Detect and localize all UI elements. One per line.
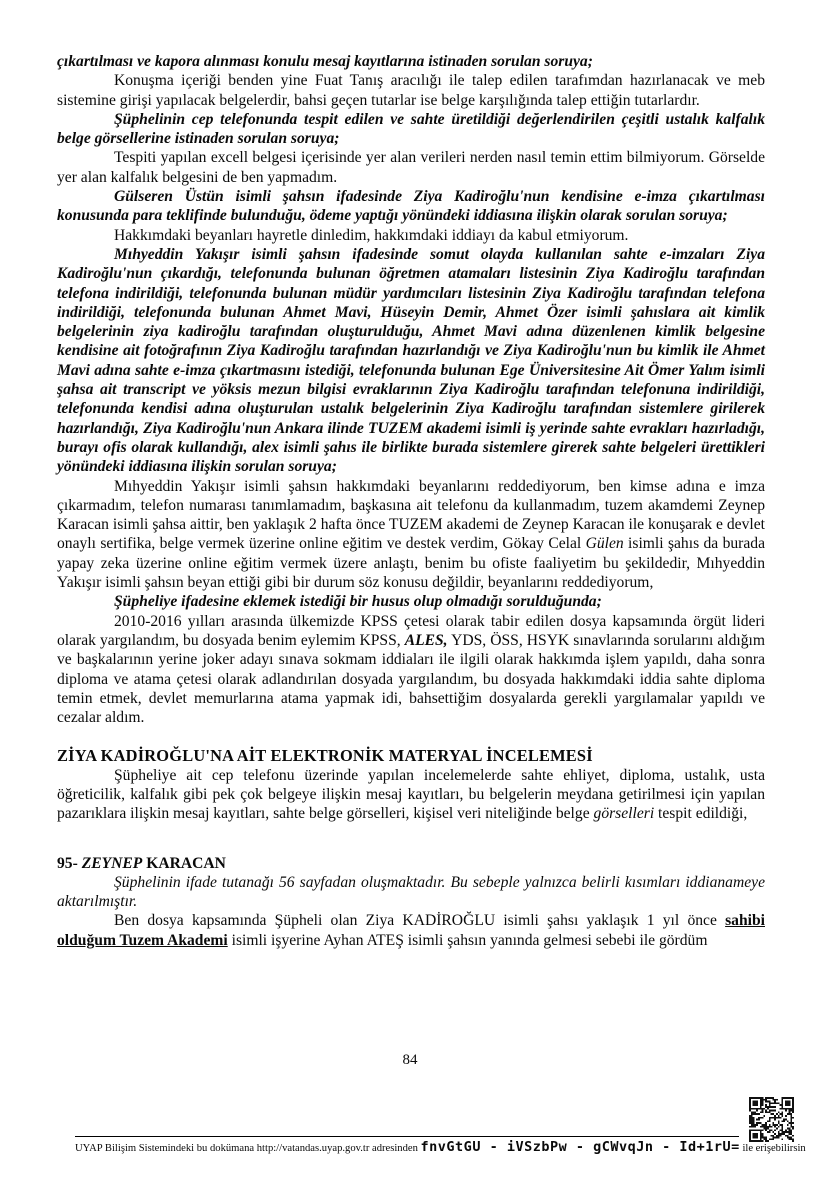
text-segment: Konuşma içeriği benden yine Fuat Tanış aracılığı ile talep edilen tarafımdan hazırlanacak ve meb sistemine girişi yapılacak belgelerdir, bahsi geçen tutarlar ise belge karşılığında talep ettiğin tutarlardır. — [57, 72, 765, 109]
footer-access-code: fnvGtGU - iVSzbPw - gCWvqJn - Id+1rU= — [420, 1139, 740, 1155]
text-segment: Şüpheliye ifadesine eklemek istediği bir husus olup olmadığı sorulduğunda; — [114, 593, 602, 611]
text-segment: çıkartılması ve kapora alınması konulu mesaj kayıtlarına istinaden sorulan soruya; — [57, 53, 593, 70]
page-number: 84 — [402, 1052, 418, 1068]
text-segment: Tespiti yapılan excell belgesi içerisinde yer alan verileri nerden nasıl temin ettim bilmiyorum. Görselde yer alan kalfalık belgesini de ben yapmadım. — [57, 149, 765, 186]
text-segment: 2010-2016 yılları arasında ülkemizde KPSS çetesi olarak tabir edilen dosya kapsamında örgüt lideri olarak yargılandım, bu dosyada benim eylemim KPSS, — [57, 612, 765, 649]
text-segment: isimli işyerine Ayhan ATEŞ isimli şahsın yanında gelmesi sebebi ile gördüm — [227, 931, 708, 949]
text-segment: ALES, — [404, 631, 448, 649]
text-segment: ZEYNEP — [81, 854, 143, 872]
paragraph — [57, 477, 765, 593]
text-segment: Gülseren Üstün isimli şahsın ifadesinde Ziya Kadiroğlu'nun kendisine e-imza çıkartılması konusunda para teklifinde bulunduğu, ödeme yaptığı yönündeki iddiasına ilişkin olarak sorulan soruya; — [57, 188, 765, 225]
qr-code-icon — [749, 1097, 794, 1142]
text-segment: Ben dosya kapsamında Şüpheli olan Ziya KADİROĞLU isimli şahsı yaklaşık 1 yıl önce — [114, 912, 726, 930]
paragraph — [57, 187, 765, 226]
document-body — [57, 52, 765, 950]
paragraph — [57, 110, 765, 149]
paragraph — [57, 148, 765, 187]
text-segment: Mıhyeddin Yakışır isimli şahsın ifadesinde somut olayda kullanılan sahte e-imzaları Ziya Kadiroğlu'nun çıkardığı, telefonunda bulunan öğretmen atamaları listesinin Ziya Kadiroğlu tarafından telefona indirildiği, telefonunda bulunan müdür yardımcıları listesinin Ziya Kadiroğlu tarafından telefona indirildiği, telefonunda bulunan Ahmet Mavi, Hüseyin Demir, Ahmet Özer isimli şahıslara ait kimlik belgelerinin ziya kadiroğlu tarafından oluşturulduğu, Ahmet Mavi adına düzenlenen kimlik belgesine kendisine ait fotoğrafının Ziya Kadiroğlu tarafından hazırlandığı ve Ziya Kadiroğlu'nun bu kimlik ile Ahmet Mavi adına sahte e-imza çıkartmasını istediği, telefonunda bulunan Ege Üniversitesine Ait Ömer Yalım isimli şahsa ait transcript ve yöksis mezun bilgisi evraklarının Ziya Kadiroğlu tarafından telefonuna indirildiği, telefonunda kendisi adına oluşturulan ustalık belgelerinin Ziya Kadiroğlu tarafından sistemlere girilerek hazırlandığı, Ziya Kadiroğlu'nun Ankara ilinde TUZEM akademi isimli iş yerinde sahte evrakları hazırladığı, burayı ofis olarak kullandığı, alex isimli şahıs ile birlikte burada sistemlere girerek sahte belgeleri ürettikleri yönündeki iddiasına ilişkin sorulan soruya; — [57, 245, 765, 476]
paragraph — [57, 854, 765, 873]
text-segment: görselleri — [593, 805, 655, 823]
paragraph — [57, 245, 765, 477]
text-segment: Hakkımdaki beyanları hayretle dinledim, hakkımdaki iddiayı da kabul etmiyorum. — [114, 226, 629, 244]
text-segment: 95- — [57, 854, 82, 872]
footer-prefix: UYAP Bilişim Sistemindeki bu dokümana http://vatandas.uyap.gov.tr adresinden — [75, 1143, 418, 1154]
footer — [75, 1136, 806, 1155]
paragraph — [57, 592, 765, 611]
paragraph — [57, 612, 765, 728]
text-segment: ZİYA KADİROĞLU'NA AİT ELEKTRONİK MATERYAL İNCELEMESİ — [57, 746, 593, 766]
paragraph — [57, 746, 765, 765]
text-segment: isimli şahıs da burada yapay zeka üzerine online eğitim vermek üzere anlaştı, benim bu ofiste faaliyetim bu şekildedir, Mıhyeddin Yakışır isimli şahsın beyan ettiği gibi bir durum söz konusu değildir, beyanlarını reddediyorum, — [57, 535, 765, 592]
text-segment: tespit edildiği, — [654, 805, 748, 823]
text-segment: Şüpheliye ait cep telefonu üzerinde yapılan incelemelerde sahte ehliyet, diploma, ustalık, usta öğreticilik, kalfalık gibi pek çok belgeye ilişkin mesaj kayıtları, bu belgelerin meydana getirilmesi için yapılan pazarıklara ilişkin mesaj kayıtları, sahte belge görselleri, kişisel veri niteliğinde belge — [57, 766, 765, 823]
text-segment: YDS, ÖSS, HSYK sınavlarında sorularını aldığım ve başkalarının yerine joker adayı sınava sokmam iddiaları ile ilgili olarak hakkımda işlem yapıldı, daha sonra diploma ve atama çetesi olarak adlandırılan dosyada yargılandım, bu dosyada hakkımdaki iddia sahte diploma temin etmek, devlet memurlarına atama yapmak idi, bahsettiğim dosyalarda gerekli yargılamalar yapıldı ve cezalar aldım. — [57, 631, 765, 727]
text-segment: Mıhyeddin Yakışır isimli şahsın hakkımdaki beyanlarını reddediyorum, ben kimse adına e imza çıkarmadım, telefon numarası tanımlamadım, başkasına ait telefonu da kullanmadım, tuzem akamdemi Zeynep Karacan isimli şahsa aittir, ben yaklaşık 2 hafta önce TUZEM akademi de Zeynep Karacan ile konuşarak e devlet onaylı sertifika, belge vermek üzerine online eğitim ve destek verdim, Gökay Celal — [57, 477, 765, 553]
paragraph — [57, 226, 765, 245]
footer-suffix: ile erişebilirsin — [742, 1143, 806, 1154]
text-segment: sahibi olduğum Tuzem Akademi — [57, 912, 765, 949]
paragraph — [57, 911, 765, 950]
paragraph — [57, 873, 765, 912]
paragraph — [57, 52, 765, 71]
text-segment: Şüphelinin ifade tutanağı 56 sayfadan oluşmaktadır. Bu sebeple yalnızca belirli kısımları iddianameye aktarılmıştır. — [57, 873, 765, 911]
text-segment: Şüphelinin cep telefonunda tespit edilen ve sahte üretildiği değerlendirilen çeşitli ustalık kalfalık belge görsellerine istinaden sorulan soruya; — [57, 110, 765, 148]
paragraph — [57, 766, 765, 824]
text-segment: KARACAN — [142, 854, 226, 872]
paragraph — [57, 71, 765, 110]
text-segment: Gülen — [585, 535, 624, 553]
